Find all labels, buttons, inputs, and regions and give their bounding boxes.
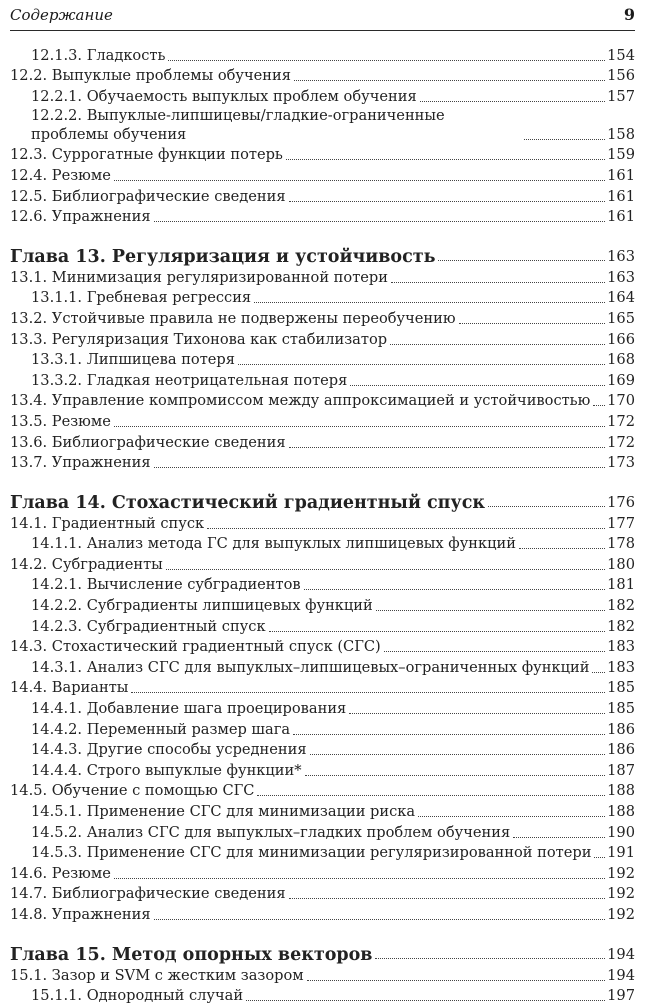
dot-leader: [349, 713, 605, 714]
toc-entry-page: 166: [607, 330, 635, 348]
toc-entry-page: 161: [607, 187, 635, 205]
dot-leader: [376, 610, 605, 611]
toc-entry-page: 176: [607, 494, 635, 512]
toc-entry-title: 14.8. Упражнения: [10, 905, 151, 923]
toc-entry-title: Глава 14. Стохастический градиентный спуск: [10, 493, 485, 514]
toc-entry-title: 14.5.3. Применение СГС для минимизации регуляризированной потери: [31, 844, 592, 862]
dot-leader: [305, 775, 606, 776]
toc-entry-title: 14.4. Варианты: [10, 679, 129, 697]
toc-entry-page: 159: [607, 146, 635, 164]
dot-leader: [257, 795, 605, 796]
toc-chapter[interactable]: [10, 472, 635, 512]
toc-entry[interactable]: [10, 533, 635, 554]
toc-entry-title: 14.1.1. Анализ метода ГС для выпуклых липшицевых функций: [31, 535, 516, 553]
toc-entry[interactable]: [10, 266, 635, 287]
toc-entry-page: 188: [607, 782, 635, 800]
toc-entry-page: 182: [607, 597, 635, 615]
toc-entry-page: 191: [607, 844, 635, 862]
dot-leader: [114, 878, 605, 879]
toc-entry[interactable]: [10, 964, 635, 985]
toc-entry[interactable]: [10, 574, 635, 595]
dot-leader: [420, 101, 605, 102]
toc-entry-page: 164: [607, 289, 635, 307]
toc-entry[interactable]: [10, 677, 635, 698]
toc-entry-title: 12.2.2. Выпуклые-липшицевы/гладкие-ограниченные проблемы обучения: [31, 106, 445, 143]
toc-entry[interactable]: [10, 164, 635, 185]
toc-chapter[interactable]: [10, 226, 635, 266]
toc-entry-title: 13.7. Упражнения: [10, 454, 151, 472]
dot-leader: [438, 260, 605, 261]
toc-entry[interactable]: [10, 862, 635, 883]
toc-entry-page: 181: [607, 576, 635, 594]
dot-leader: [513, 837, 605, 838]
dot-leader: [254, 302, 605, 303]
dot-leader: [166, 569, 605, 570]
dot-leader: [294, 80, 605, 81]
toc-entry-page: 154: [607, 46, 635, 64]
toc-entry-page: 192: [607, 885, 635, 903]
toc-entry[interactable]: [10, 106, 635, 144]
toc-entry-page: 187: [607, 761, 635, 779]
dot-leader: [289, 447, 606, 448]
toc-entry-page: 180: [607, 555, 635, 573]
toc-entry-page: 169: [607, 371, 635, 389]
toc-entry[interactable]: [10, 512, 635, 533]
toc-entry-page: 183: [607, 638, 635, 656]
toc-entry-page: 157: [607, 87, 635, 105]
toc-entry-title: Глава 15. Метод опорных векторов: [10, 944, 373, 965]
toc-entry[interactable]: [10, 65, 635, 86]
toc-entry-title: 13.6. Библиографические сведения: [10, 433, 286, 451]
toc-entry-page: 186: [607, 720, 635, 738]
toc-entry-title: Глава 13. Регуляризация и устойчивость: [10, 247, 436, 268]
toc-entry-title: 13.1. Минимизация регуляризированной потери: [10, 268, 388, 286]
header-rule: [10, 30, 635, 31]
toc-entry[interactable]: [10, 594, 635, 615]
toc-entry[interactable]: [10, 739, 635, 760]
toc-entry-title: 14.4.3. Другие способы усреднения: [31, 741, 307, 759]
toc-entry-title: 14.3.1. Анализ СГС для выпуклых–липшицевых–ограниченных функций: [31, 658, 590, 676]
dot-leader: [154, 221, 606, 222]
dot-leader: [238, 364, 605, 365]
toc-entry-title: 14.6. Резюме: [10, 864, 111, 882]
toc-entry-page: 192: [607, 864, 635, 882]
toc-entry[interactable]: [10, 759, 635, 780]
toc-entry-title: 12.2. Выпуклые проблемы обучения: [10, 67, 291, 85]
dot-leader: [114, 180, 605, 181]
toc-entry[interactable]: [10, 656, 635, 677]
toc-entry[interactable]: [10, 349, 635, 370]
toc-entry[interactable]: [10, 718, 635, 739]
dot-leader: [114, 426, 605, 427]
dot-leader: [459, 323, 606, 324]
toc-entry-title: 14.4.4. Строго выпуклые функции*: [31, 761, 302, 779]
toc-entry-title: 13.1.1. Гребневая регрессия: [31, 289, 252, 307]
toc-entry-title: 13.3.1. Липшицева потеря: [31, 351, 235, 369]
table-of-contents: [10, 44, 635, 1005]
dot-leader: [304, 589, 606, 590]
toc-entry-title: 12.4. Резюме: [10, 166, 111, 184]
toc-chapter[interactable]: [10, 924, 635, 964]
toc-entry[interactable]: [10, 410, 635, 431]
toc-entry-title: 14.7. Библиографические сведения: [10, 885, 286, 903]
toc-entry-page: 192: [607, 905, 635, 923]
toc-entry-page: 161: [607, 166, 635, 184]
toc-entry-page: 156: [607, 67, 635, 85]
toc-entry-page: 163: [607, 268, 635, 286]
toc-entry-page: 158: [607, 125, 635, 143]
dot-leader: [289, 898, 606, 899]
toc-entry[interactable]: [10, 636, 635, 657]
toc-entry-title: 12.3. Суррогатные функции потерь: [10, 146, 283, 164]
toc-entry-page: 194: [607, 945, 635, 963]
dot-leader: [594, 857, 605, 858]
page-header: [10, 4, 635, 30]
toc-entry-page: 177: [607, 514, 635, 532]
page-number: 9: [623, 5, 635, 24]
dot-leader: [269, 631, 606, 632]
toc-entry-title: 12.2.1. Обучаемость выпуклых проблем обучения: [31, 87, 417, 105]
toc-entry[interactable]: [10, 287, 635, 308]
toc-entry-page: 182: [607, 617, 635, 635]
toc-entry-page: 185: [607, 700, 635, 718]
toc-entry-title: 12.1.3. Гладкость: [31, 46, 166, 64]
dot-leader: [286, 159, 605, 160]
toc-entry-title: 15.1.1. Однородный случай: [31, 987, 244, 1005]
toc-entry-page: 173: [607, 454, 635, 472]
dot-leader: [593, 405, 605, 406]
toc-entry-page: 188: [607, 803, 635, 820]
toc-entry[interactable]: [10, 206, 635, 227]
toc-entry-title: 14.3. Стохастический градиентный спуск (СГС): [10, 638, 381, 656]
dot-leader: [293, 734, 605, 735]
dot-leader: [154, 919, 606, 920]
toc-entry[interactable]: [10, 144, 635, 165]
dot-leader: [391, 282, 605, 283]
dot-leader: [488, 506, 605, 507]
toc-entry-title: 14.4.2. Переменный размер шага: [31, 720, 291, 738]
toc-entry-title: 14.2.1. Вычисление субградиентов: [31, 576, 301, 594]
toc-entry[interactable]: [10, 85, 635, 106]
toc-entry[interactable]: [10, 985, 635, 1005]
toc-entry-page: 190: [607, 823, 635, 841]
toc-entry-page: 165: [607, 309, 635, 327]
toc-entry-title: 12.5. Библиографические сведения: [10, 187, 286, 205]
dot-leader: [350, 385, 605, 386]
toc-entry-page: 161: [607, 208, 635, 226]
toc-entry[interactable]: [10, 553, 635, 574]
toc-entry-title: 13.2. Устойчивые правила не подвержены переобучению: [10, 309, 456, 327]
toc-entry-title: 14.2. Субградиенты: [10, 555, 163, 573]
toc-entry-title: 14.4.1. Добавление шага проецирования: [31, 700, 347, 718]
toc-entry-title: 14.5.1. Применение СГС для минимизации риска: [31, 803, 416, 820]
dot-leader: [519, 548, 605, 549]
toc-entry-title: 12.6. Упражнения: [10, 208, 151, 226]
toc-entry[interactable]: [10, 903, 635, 924]
dot-leader: [418, 816, 605, 817]
running-header-title: Содержание: [10, 6, 113, 24]
dot-leader: [289, 201, 606, 202]
toc-entry-page: 163: [607, 248, 635, 266]
toc-entry-page: 186: [607, 741, 635, 759]
dot-leader: [310, 754, 606, 755]
dot-leader: [154, 467, 606, 468]
toc-entry[interactable]: [10, 185, 635, 206]
toc-entry[interactable]: [10, 431, 635, 452]
toc-entry-title: 15.1. Зазор и SVM с жестким зазором: [10, 966, 304, 984]
toc-entry[interactable]: [10, 328, 635, 349]
toc-entry-title: 14.2.3. Субградиентный спуск: [31, 617, 266, 635]
toc-entry[interactable]: [10, 390, 635, 411]
toc-entry[interactable]: [10, 452, 635, 473]
toc-entry-title: 13.4. Управление компромиссом между аппроксимацией и устойчивостью: [10, 392, 591, 410]
dot-leader: [390, 344, 605, 345]
toc-entry[interactable]: [10, 697, 635, 718]
dot-leader: [246, 1000, 605, 1001]
toc-entry-page: 178: [607, 535, 635, 553]
toc-entry[interactable]: [10, 307, 635, 328]
toc-entry-title: 14.5. Обучение с помощью СГС: [10, 782, 255, 800]
toc-entry-title: 13.3. Регуляризация Тихонова как стабилизатор: [10, 330, 388, 348]
toc-entry[interactable]: [10, 780, 635, 801]
dot-leader: [592, 672, 605, 673]
toc-entry[interactable]: [10, 369, 635, 390]
toc-entry-page: 183: [607, 658, 635, 676]
toc-entry-page: 194: [607, 966, 635, 984]
dot-leader: [524, 139, 605, 140]
dot-leader: [207, 528, 605, 529]
toc-entry[interactable]: [10, 44, 635, 65]
toc-entry[interactable]: [10, 883, 635, 904]
toc-entry-title: 14.1. Градиентный спуск: [10, 514, 205, 532]
toc-entry-title: 14.2.2. Субградиенты липшицевых функций: [31, 597, 373, 615]
dot-leader: [384, 651, 605, 652]
toc-entry-page: 197: [607, 987, 635, 1005]
dot-leader: [168, 60, 605, 61]
toc-entry[interactable]: [10, 615, 635, 636]
toc-entry-page: 168: [607, 351, 635, 369]
toc-entry-page: 172: [607, 412, 635, 430]
dot-leader: [375, 958, 605, 959]
dot-leader: [307, 980, 606, 981]
toc-entry-title: 14.5.2. Анализ СГС для выпуклых–гладких проблем обучения: [31, 823, 511, 841]
toc-entry[interactable]: [10, 842, 635, 863]
toc-entry-page: 172: [607, 433, 635, 451]
dot-leader: [131, 692, 605, 693]
toc-entry[interactable]: [10, 800, 635, 821]
toc-entry[interactable]: [10, 821, 635, 842]
toc-entry-page: 185: [607, 679, 635, 697]
toc-entry-title: 13.3.2. Гладкая неотрицательная потеря: [31, 371, 348, 389]
toc-entry-title: 13.5. Резюме: [10, 412, 111, 430]
toc-entry-page: 170: [607, 392, 635, 410]
